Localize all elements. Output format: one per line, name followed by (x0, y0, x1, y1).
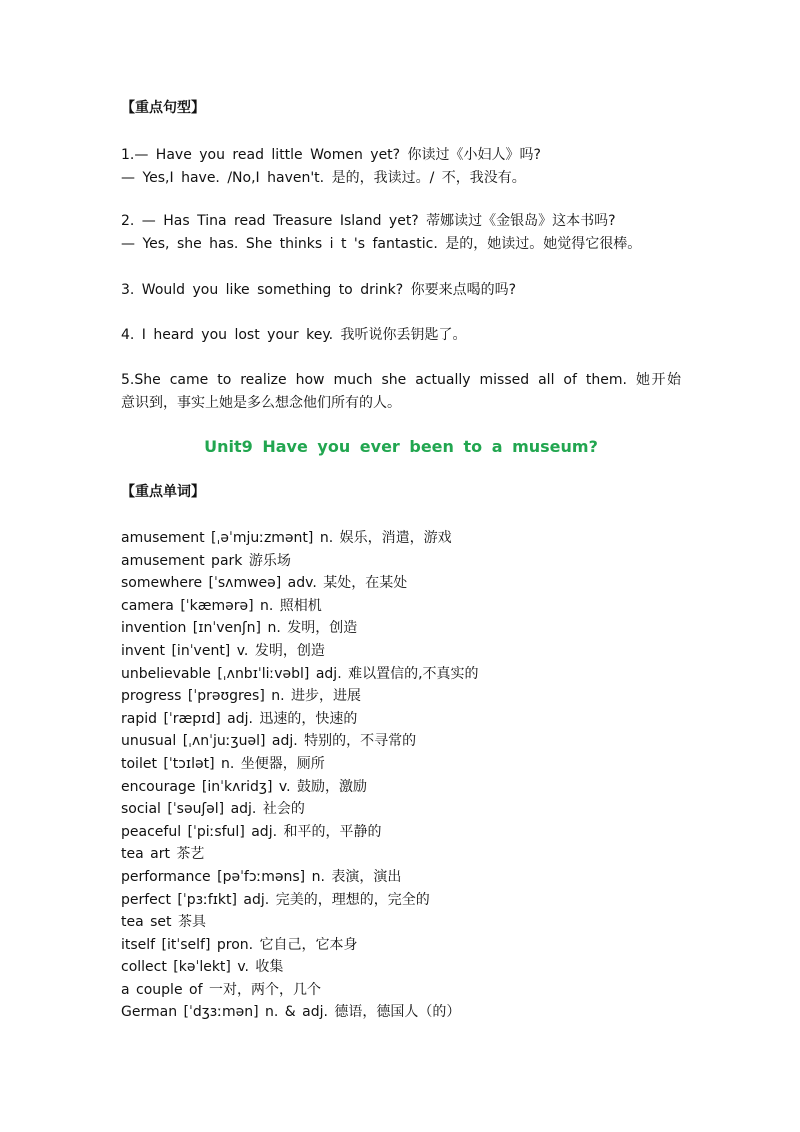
sentence-line-2-answer: — Yes, she has. She thinks i t 's fantastic. 是的，她读过。她觉得它很棒。 (121, 236, 642, 252)
vocab-item: toilet [ˈtɔɪlət] n. 坐便器，厕所 (121, 755, 325, 772)
vocab-item: invent [inˈvent] v. 发明，创造 (121, 642, 325, 659)
vocab-item: unusual [ˌʌnˈjuːʒuəl] adj. 特别的，不寻常的 (121, 733, 417, 750)
vocab-item: a couple of 一对，两个，几个 (121, 981, 321, 998)
unit-title: Unit9 Have you ever been to a museum? (204, 437, 598, 456)
vocab-item: performance [pəˈfɔːməns] n. 表演，演出 (121, 868, 402, 885)
vocab-item: peaceful [ˈpiːsful] adj. 和平的，平静的 (121, 823, 382, 840)
vocab-item: unbelievable [ˌʌnbɪˈliːvəbl] adj. 难以置信的,不真实的 (121, 665, 479, 682)
sentence-line-2: 2. — Has Tina read Treasure Island yet? 蒂娜读过《金银岛》这本书吗? (121, 213, 616, 229)
vocab-item: rapid [ˈræpɪd] adj. 迅速的，快速的 (121, 710, 358, 727)
vocabulary-list (121, 528, 681, 1025)
vocab-item: German [ˈdʒɜːmən] n. & adj. 德语，德国人（的） (121, 1004, 461, 1021)
vocab-item: tea set 茶具 (121, 914, 206, 931)
sentence-line-5-continued: 意识到，事实上她是多么想念他们所有的人。 (121, 395, 401, 411)
vocab-item: amusement park 游乐场 (121, 552, 291, 569)
key-sentences-heading: 【重点句型】 (121, 100, 205, 116)
vocab-item: perfect [ˈpɜːfɪkt] adj. 完美的，理想的，完全的 (121, 891, 430, 908)
key-vocabulary-heading: 【重点单词】 (121, 484, 205, 500)
sentence-line-5: 5.She came to realize how much she actually missed all of them. 她开始 (121, 372, 681, 388)
vocab-item: encourage [inˈkʌridʒ] v. 鼓励，激励 (121, 778, 368, 795)
vocab-item: tea art 茶艺 (121, 846, 205, 863)
vocab-item: invention [ɪnˈvenʃn] n. 发明，创造 (121, 620, 358, 637)
vocab-item: collect [kəˈlekt] v. 收集 (121, 959, 284, 976)
sentence-line-3: 3. Would you like something to drink? 你要来点喝的吗? (121, 282, 517, 298)
vocab-item: social [ˈsəuʃəl] adj. 社会的 (121, 801, 305, 818)
sentence-line-1: 1.— Have you read little Women yet? 你读过《小妇人》吗? (121, 147, 541, 163)
vocab-item: amusement [ˌəˈmjuːzmənt] n. 娱乐，消遣，游戏 (121, 530, 452, 546)
sentence-line-1-answer: — Yes,I have. /No,I haven't. 是的，我读过。/ 不，我没有。 (121, 170, 526, 186)
sentence-line-4: 4. I heard you lost your key. 我听说你丢钥匙了。 (121, 327, 467, 343)
vocab-item: itself [itˈself] pron. 它自己，它本身 (121, 936, 358, 953)
vocab-item: progress [ˈprəʊgres] n. 进步，进展 (121, 688, 362, 705)
vocab-item: somewhere [ˈsʌmweə] adv. 某处，在某处 (121, 575, 408, 592)
vocab-item: camera [ˈkæmərə] n. 照相机 (121, 597, 322, 614)
